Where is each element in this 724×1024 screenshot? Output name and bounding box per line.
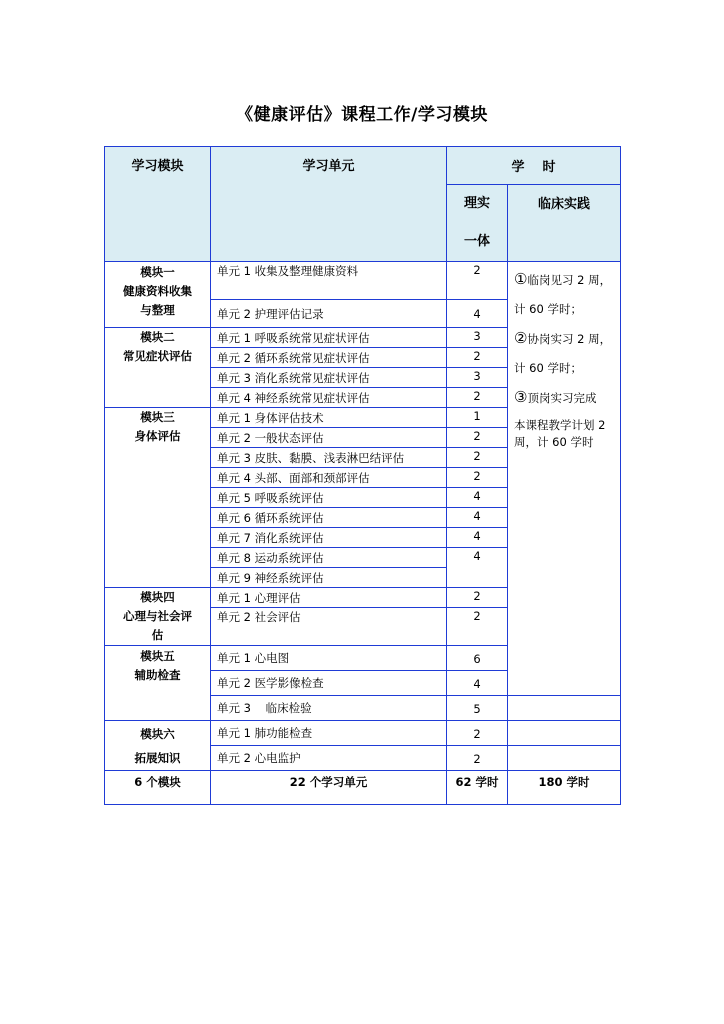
module-4-name xyxy=(105,588,211,646)
unit-label: 单元 1 身体评估技术 xyxy=(211,408,447,428)
header-theory-line2: 一体 xyxy=(463,234,490,249)
clinical-item-3-text: 顶岗实习完成 xyxy=(527,391,597,405)
module-3-name xyxy=(105,408,211,588)
unit-hours: 4 xyxy=(447,508,508,528)
unit-label: 单元 1 心理评估 xyxy=(211,588,447,608)
unit-hours: 3 xyxy=(447,368,508,388)
unit-label: 单元 2 循环系统常见症状评估 xyxy=(211,348,447,368)
circled-2: ② xyxy=(514,329,528,347)
module-1-line2: 健康资料收集 xyxy=(123,284,192,298)
module-6-line1: 模块六 xyxy=(140,727,175,741)
module-1-line1: 模块一 xyxy=(140,265,175,279)
unit-label: 单元 1 呼吸系统常见症状评估 xyxy=(211,328,447,348)
total-theory-hours: 62 学时 xyxy=(447,771,508,805)
unit-label: 单元 2 护理评估记录 xyxy=(211,300,447,328)
unit-hours: 5 xyxy=(447,696,508,721)
clinical-item-1 xyxy=(514,265,616,295)
clinical-item-2-text: 协岗实习 2 周， xyxy=(527,332,612,346)
module-4-line3: 估 xyxy=(151,628,164,642)
clinical-empty xyxy=(508,721,621,746)
circled-1: ① xyxy=(514,270,528,288)
module-4-line1: 模块四 xyxy=(140,590,175,604)
module-1-line3: 与整理 xyxy=(140,303,175,317)
total-units: 22 个学习单元 xyxy=(211,771,447,805)
unit-hours: 2 xyxy=(447,588,508,608)
course-module-table xyxy=(104,146,621,805)
unit-label: 单元 3 皮肤、黏膜、浅表淋巴结评估 xyxy=(211,448,447,468)
unit-label: 单元 1 肺功能检查 xyxy=(211,721,447,746)
unit-label: 单元 5 呼吸系统评估 xyxy=(211,488,447,508)
unit-label: 单元 7 消化系统评估 xyxy=(211,528,447,548)
page-title: 《健康评估》课程工作/学习模块 xyxy=(236,105,488,125)
unit-hours: 4 xyxy=(447,548,508,588)
unit-hours: 4 xyxy=(447,528,508,548)
unit-label: 单元 2 一般状态评估 xyxy=(211,428,447,448)
clinical-item-3-hours: 本课程教学计划 2 周，计 60 学时 xyxy=(514,418,606,449)
unit-hours: 2 xyxy=(447,468,508,488)
module-2-name xyxy=(105,328,211,408)
clinical-item-1-hours: 计 60 学时； xyxy=(514,302,582,316)
unit-label: 单元 1 收集及整理健康资料 xyxy=(211,262,447,300)
clinical-item-2-hours: 计 60 学时； xyxy=(514,361,582,375)
unit-hours: 2 xyxy=(447,262,508,300)
header-clinical: 临床实践 xyxy=(508,185,621,262)
module-6-line2: 拓展知识 xyxy=(134,751,181,765)
unit-label: 单元 6 循环系统评估 xyxy=(211,508,447,528)
header-hours: 学 时 xyxy=(447,147,621,185)
unit-hours: 2 xyxy=(447,428,508,448)
unit-hours: 2 xyxy=(447,388,508,408)
unit-hours: 2 xyxy=(447,448,508,468)
module-3-line1: 模块三 xyxy=(140,410,175,424)
unit-hours: 1 xyxy=(447,408,508,428)
clinical-practice-note xyxy=(508,262,621,696)
unit-hours: 2 xyxy=(447,348,508,368)
circled-3: ③ xyxy=(514,388,528,406)
module-4-line2: 心理与社会评 xyxy=(123,609,192,623)
module-5-line2: 辅助检查 xyxy=(134,668,181,682)
unit-label: 单元 3 消化系统常见症状评估 xyxy=(211,368,447,388)
unit-hours: 2 xyxy=(447,721,508,746)
unit-hours: 6 xyxy=(447,646,508,671)
header-theory-line1: 理实 xyxy=(463,196,490,211)
unit-hours: 4 xyxy=(447,488,508,508)
unit-label: 单元 2 心电监护 xyxy=(211,746,447,771)
unit-hours: 4 xyxy=(447,300,508,328)
module-1-name xyxy=(105,262,211,328)
clinical-empty xyxy=(508,746,621,771)
module-2-line1: 模块二 xyxy=(140,330,175,344)
unit-label: 单元 2 医学影像检查 xyxy=(211,671,447,696)
module-6-name xyxy=(105,721,211,771)
clinical-item-1-text: 临岗见习 2 周， xyxy=(527,273,612,287)
unit-label: 单元 8 运动系统评估 xyxy=(211,548,447,568)
module-5-line1: 模块五 xyxy=(140,649,175,663)
total-modules: 6 个模块 xyxy=(105,771,211,805)
header-theory xyxy=(447,185,508,262)
unit-label: 单元 9 神经系统评估 xyxy=(211,568,447,588)
total-clinical-hours: 180 学时 xyxy=(508,771,621,805)
header-module: 学习模块 xyxy=(105,147,211,262)
unit-hours: 4 xyxy=(447,671,508,696)
clinical-item-3 xyxy=(514,383,616,413)
module-3-line2: 身体评估 xyxy=(134,429,181,443)
module-5-name xyxy=(105,646,211,721)
unit-label: 单元 4 头部、面部和颈部评估 xyxy=(211,468,447,488)
clinical-empty xyxy=(508,696,621,721)
unit-label: 单元 1 心电图 xyxy=(211,646,447,671)
unit-hours: 3 xyxy=(447,328,508,348)
unit-label: 单元 2 社会评估 xyxy=(211,608,447,646)
unit-label: 单元 4 神经系统常见症状评估 xyxy=(211,388,447,408)
unit-hours: 2 xyxy=(447,608,508,646)
header-unit: 学习单元 xyxy=(211,147,447,262)
module-2-line2: 常见症状评估 xyxy=(123,349,192,363)
clinical-item-2 xyxy=(514,324,616,354)
unit-label: 单元 3 临床检验 xyxy=(211,696,447,721)
unit-hours: 2 xyxy=(447,746,508,771)
